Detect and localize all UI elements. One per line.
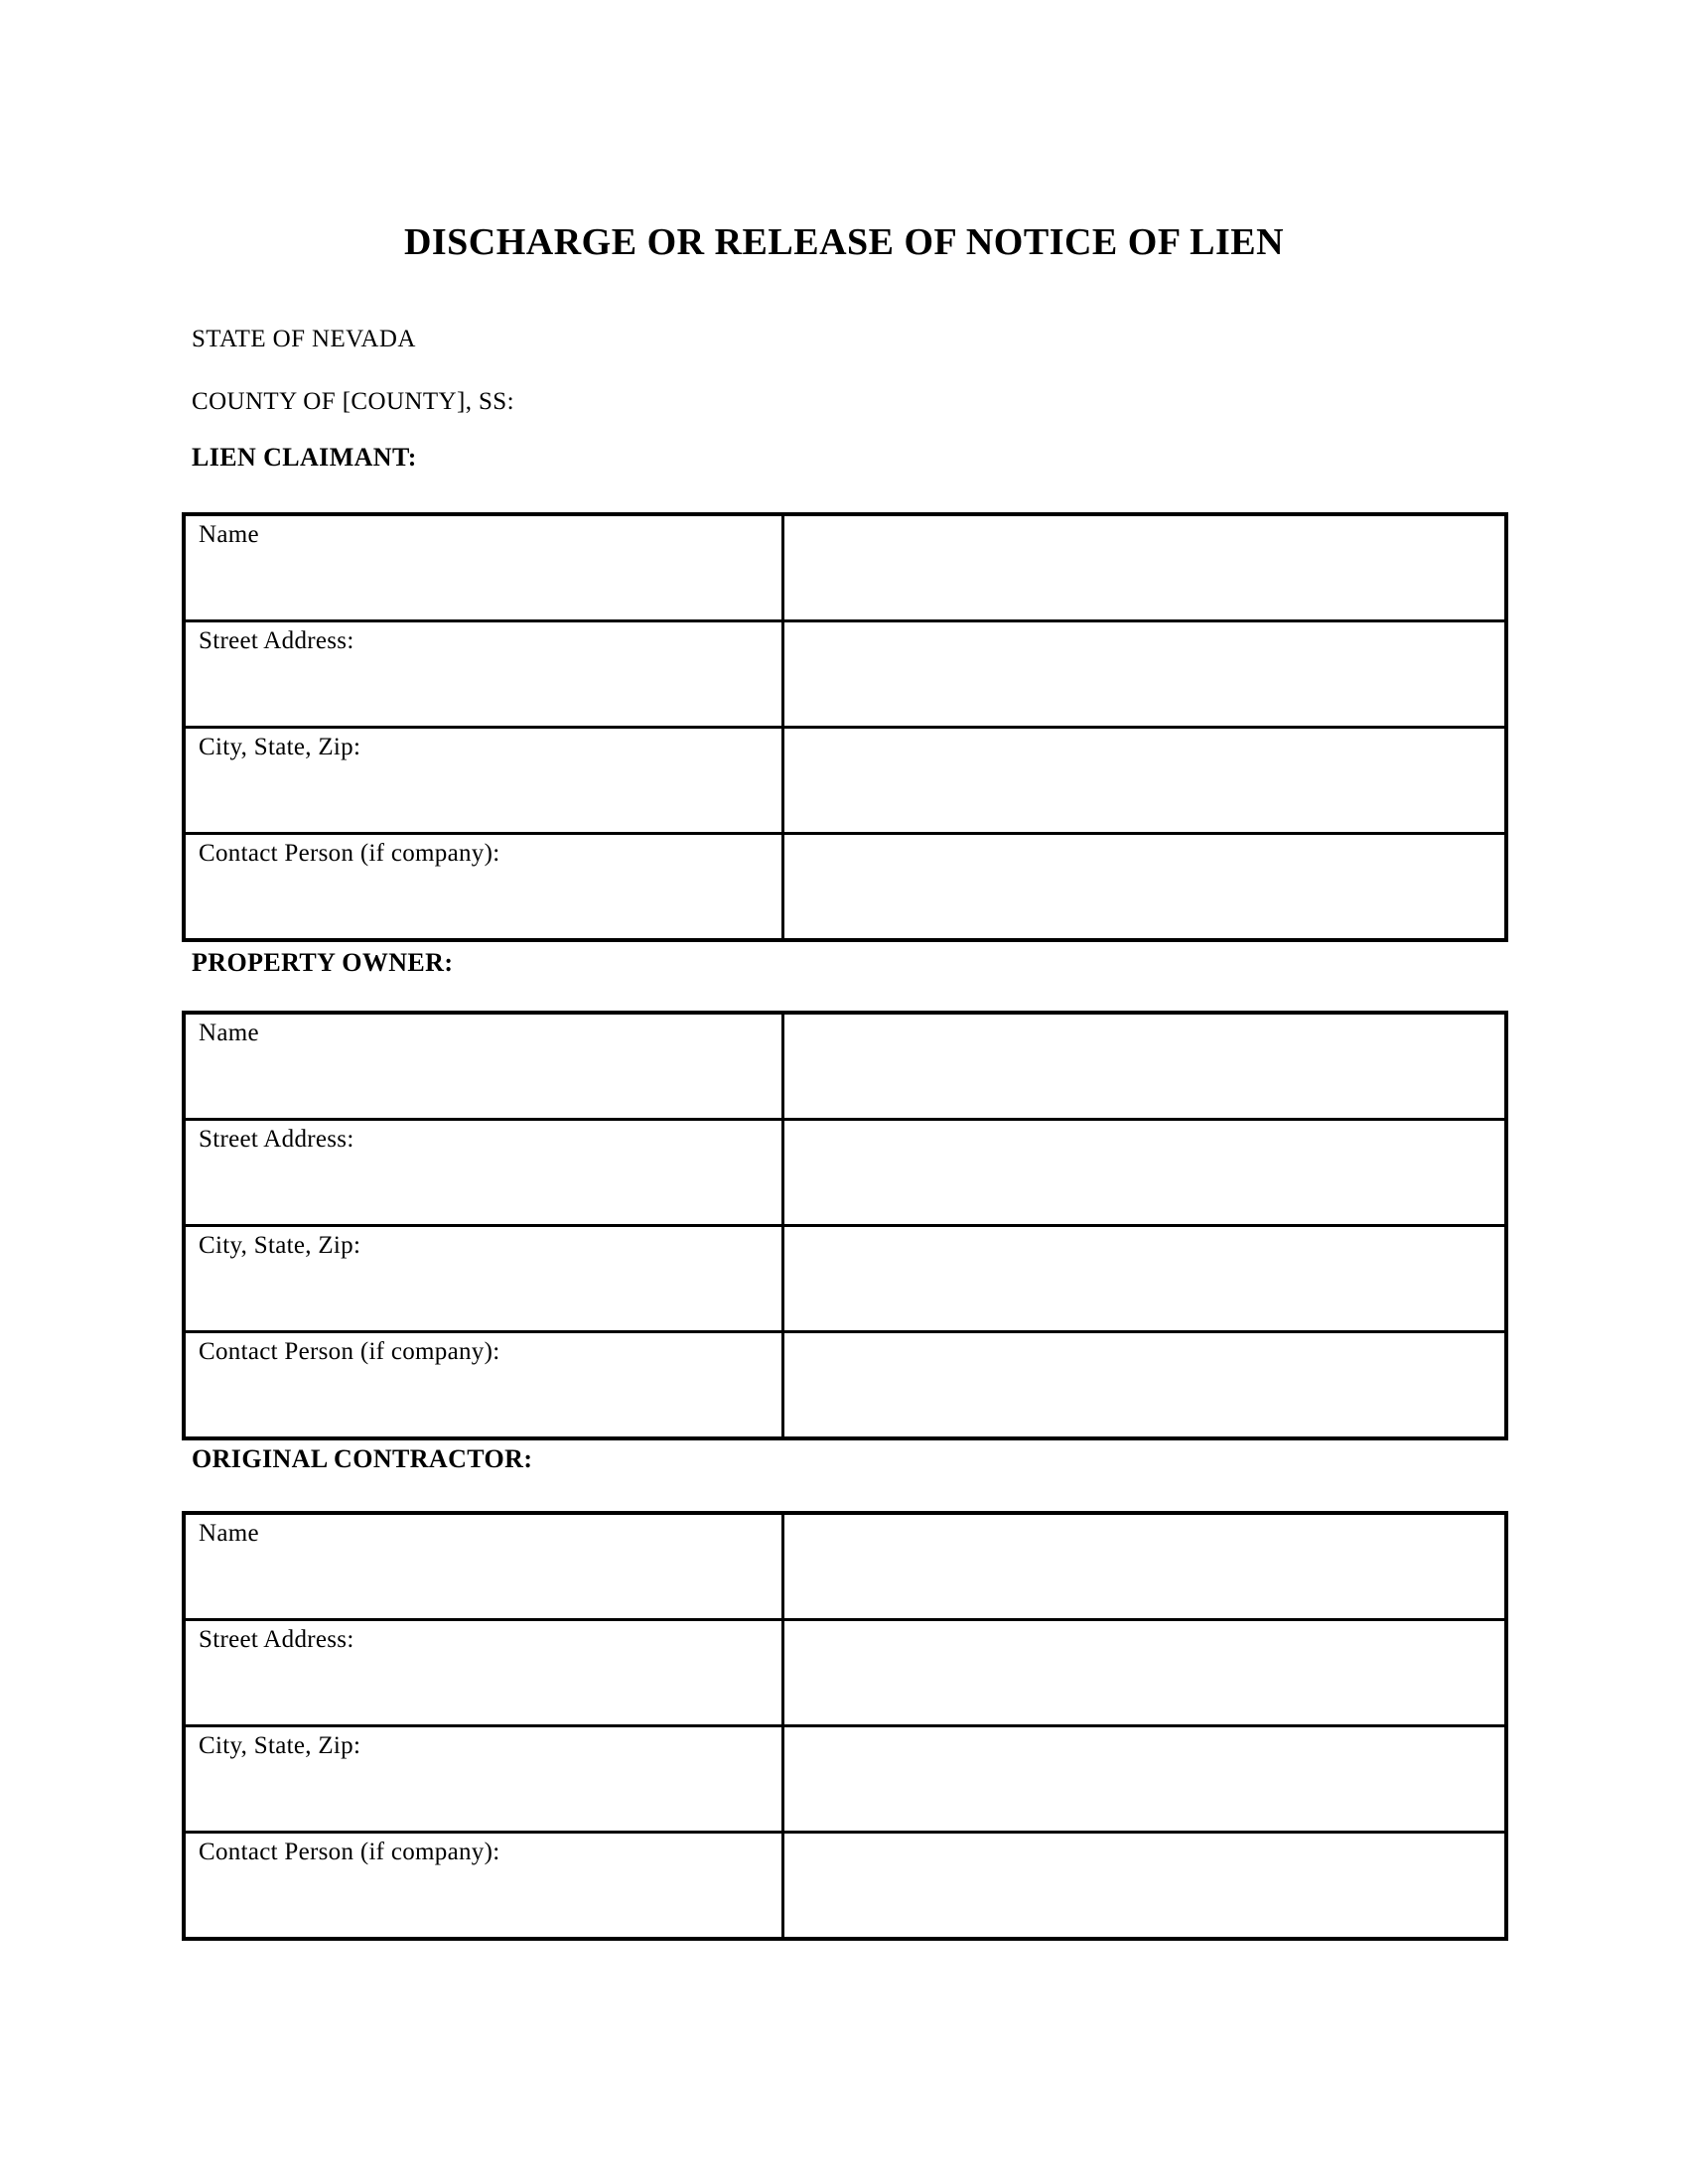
table-row <box>184 728 1506 834</box>
lien-claimant-table <box>182 512 1508 942</box>
table-row <box>184 1620 1506 1726</box>
lien-claimant-name-value-cell[interactable] <box>782 514 1506 621</box>
state-line: STATE OF NEVADA <box>192 326 416 352</box>
lien-claimant-city-state-zip-value-cell[interactable] <box>782 728 1506 834</box>
property-owner-street-address-value-cell[interactable] <box>782 1120 1506 1226</box>
table-row <box>184 621 1506 728</box>
table-row <box>184 1013 1506 1120</box>
county-line: COUNTY OF [COUNTY], SS: <box>192 388 514 415</box>
property-owner-table <box>182 1011 1508 1440</box>
lien-claimant-name-label: Name <box>184 514 782 621</box>
original-contractor-name-value-cell[interactable] <box>782 1513 1506 1620</box>
lien-claimant-street-address-label: Street Address: <box>184 621 782 728</box>
property-owner-contact-person-label: Contact Person (if company): <box>184 1332 782 1439</box>
table-row <box>184 834 1506 941</box>
table-row <box>184 1513 1506 1620</box>
property-owner-city-state-zip-value-cell[interactable] <box>782 1226 1506 1332</box>
lien-claimant-contact-person-label: Contact Person (if company): <box>184 834 782 941</box>
original-contractor-contact-person-value-cell[interactable] <box>782 1833 1506 1940</box>
page-title: DISCHARGE OR RELEASE OF NOTICE OF LIEN <box>403 221 1285 263</box>
original-contractor-city-state-zip-value-cell[interactable] <box>782 1726 1506 1833</box>
section-heading-lien-claimant: LIEN CLAIMANT: <box>192 443 417 472</box>
property-owner-name-value-cell[interactable] <box>782 1013 1506 1120</box>
table-row <box>184 1833 1506 1940</box>
property-owner-city-state-zip-label: City, State, Zip: <box>184 1226 782 1332</box>
lien-claimant-contact-person-value-cell[interactable] <box>782 834 1506 941</box>
table-row <box>184 514 1506 621</box>
table-row <box>184 1120 1506 1226</box>
original-contractor-city-state-zip-label: City, State, Zip: <box>184 1726 782 1833</box>
lien-claimant-city-state-zip-label: City, State, Zip: <box>184 728 782 834</box>
lien-claimant-street-address-value-cell[interactable] <box>782 621 1506 728</box>
original-contractor-name-label: Name <box>184 1513 782 1620</box>
table-row <box>184 1726 1506 1833</box>
property-owner-contact-person-value-cell[interactable] <box>782 1332 1506 1439</box>
original-contractor-table <box>182 1511 1508 1941</box>
original-contractor-contact-person-label: Contact Person (if company): <box>184 1833 782 1940</box>
original-contractor-street-address-value-cell[interactable] <box>782 1620 1506 1726</box>
table-row <box>184 1226 1506 1332</box>
original-contractor-street-address-label: Street Address: <box>184 1620 782 1726</box>
table-row <box>184 1332 1506 1439</box>
section-heading-property-owner: PROPERTY OWNER: <box>192 948 454 977</box>
property-owner-street-address-label: Street Address: <box>184 1120 782 1226</box>
section-heading-original-contractor: ORIGINAL CONTRACTOR: <box>192 1444 533 1473</box>
property-owner-name-label: Name <box>184 1013 782 1120</box>
